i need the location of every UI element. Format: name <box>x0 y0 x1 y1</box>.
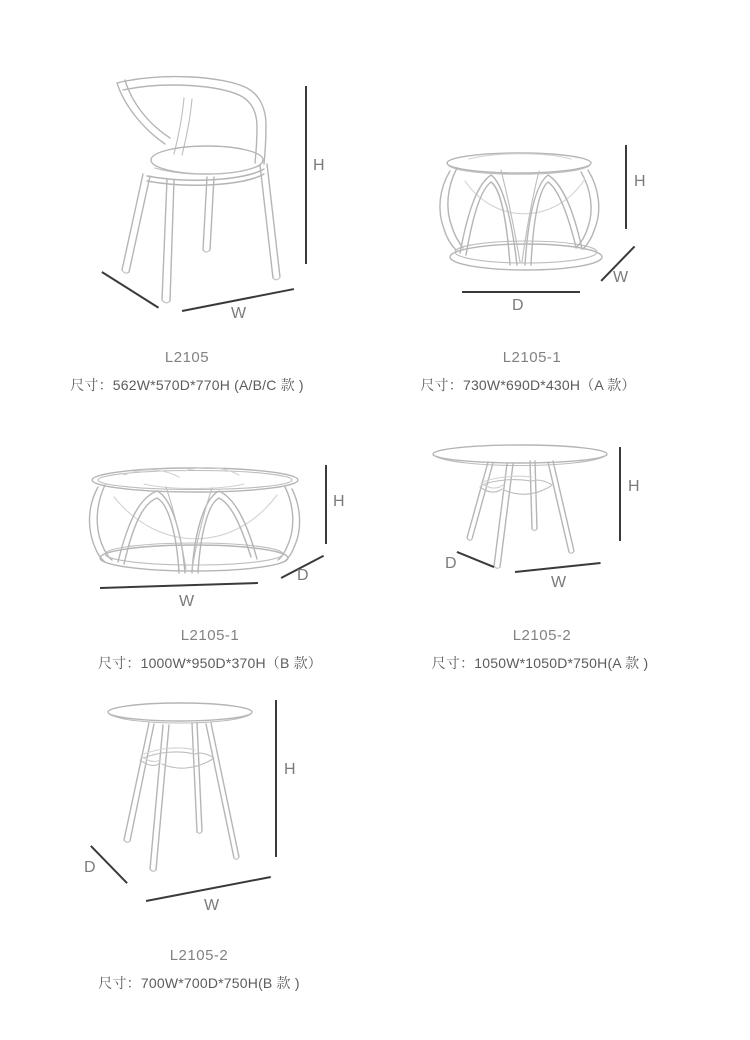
side-table-height-label: H <box>284 761 297 778</box>
stool-height-line <box>625 145 627 229</box>
product-size: 尺寸：730W*690D*430H（A 款） <box>420 377 636 393</box>
dining-table-height-line <box>619 447 621 541</box>
dining-table-height-label: H <box>628 478 641 495</box>
rattan-stool-sketch <box>435 147 615 287</box>
product-model: L2105-1 <box>502 349 562 366</box>
rattan-coffee-table-sketch <box>84 461 304 586</box>
product-model: L2105 <box>164 349 210 366</box>
armchair-height-label: H <box>313 157 326 174</box>
product-size: 尺寸：1050W*1050D*750H(A 款 ) <box>431 655 649 671</box>
coffee-table-width-label: W <box>179 593 195 610</box>
dining-table-width-label: W <box>551 574 567 591</box>
product-size: 尺寸：562W*570D*770H (A/B/C 款 ) <box>70 377 304 393</box>
armchair-width-label: W <box>231 305 247 322</box>
product-size: 尺寸：1000W*950D*370H（B 款） <box>97 655 323 671</box>
dining-table-depth-label: D <box>445 555 458 572</box>
coffee-table-depth-label: D <box>297 567 310 584</box>
round-dining-table-sketch <box>432 442 612 574</box>
round-side-table-sketch <box>103 697 258 882</box>
stool-depth-label: D <box>512 297 525 314</box>
stool-width-label: W <box>613 269 629 286</box>
product-size: 尺寸：700W*700D*750H(B 款 ) <box>98 975 300 991</box>
armchair-sketch <box>85 75 300 310</box>
product-model: L2105-1 <box>180 627 240 644</box>
product-model: L2105-2 <box>169 947 229 964</box>
stool-height-label: H <box>634 173 647 190</box>
stool-depth-line <box>462 291 580 293</box>
side-table-depth-label: D <box>84 859 97 876</box>
side-table-height-line <box>275 700 277 857</box>
coffee-table-height-label: H <box>333 493 346 510</box>
product-model: L2105-2 <box>512 627 572 644</box>
side-table-width-label: W <box>204 897 220 914</box>
coffee-table-height-line <box>325 465 327 544</box>
armchair-height-line <box>305 86 307 264</box>
